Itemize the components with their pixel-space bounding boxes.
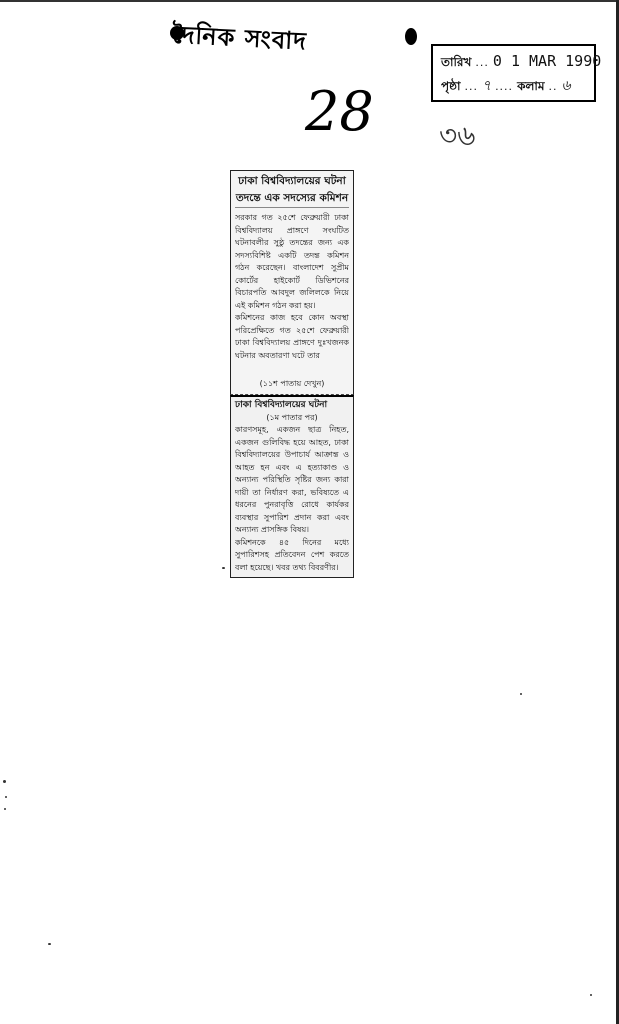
news-clipping (230, 170, 354, 578)
page-top-edge (0, 0, 619, 2)
stamp-page-value: ৭ (481, 78, 492, 94)
newspaper-masthead: দৈনিক সংবাদ (171, 19, 308, 56)
stamp-date-dots: ... (475, 56, 489, 69)
scan-speck (5, 796, 7, 798)
stamp-page-row: পৃষ্ঠা ... ৭ .... কলাম .. ৬ (441, 74, 586, 96)
scan-speck (48, 943, 51, 945)
stamp-date-label: তারিখ (441, 55, 472, 69)
clipping-continuation-from: (১ম পাতার পর) (266, 412, 318, 422)
handwritten-number: 28 (305, 80, 374, 143)
date-stamp (431, 44, 602, 102)
stamp-column-label: কলাম (517, 79, 545, 93)
clipping-headline: ঢাকা বিশ্ববিদ্যালয়ের ঘটনা তদন্তে এক সদস্যের কমিশন (235, 173, 349, 208)
stamp-column-value: ৬ (561, 78, 571, 94)
clipping-paragraph-4: কমিশনকে ৪৫ দিনের মধ্যে সুপারিশসহ প্রতিবেদন পেশ করতে বলা হয়েছে। খবর তথ্য বিবরণীর। (235, 537, 349, 572)
clipping-continuation-heading: ঢাকা বিশ্ববিদ্যালয়ের ঘটনা (235, 399, 328, 410)
clipping-body-1 (235, 212, 349, 378)
scan-speck (222, 567, 225, 569)
clipping-body-2 (235, 424, 349, 574)
stamp-page-label: পৃষ্ঠা (441, 79, 461, 93)
scan-speck (4, 808, 6, 810)
clipping-paragraph-3: কারণসমূহ, একজন ছাত্র নিহত, একজন গুলিবিদ্ধ হয়ে আহত, ঢাকা বিশ্ববিদ্যালয়ের উপাচার্য আক্রান্ত ও আহত হন এবং এ হত্যাকাণ্ড ও অন্যান্য পরিস্থিতি সৃষ্টির জন্য কারা দায়ী তা নির্ধারণ করা, ভবিষ্যতে এ ধরনের পুনরাবৃত্তি রোধে কার্যকর ব্যবস্থার সুপারিশ প্রদান করা এবং অন্যান্য প্রাসঙ্গিক বিষয়। (235, 425, 349, 534)
scan-speck (3, 780, 6, 783)
scan-speck (590, 994, 592, 996)
stamp-date-value: 0 1 MAR 1990 (492, 52, 602, 70)
punch-hole (405, 28, 417, 45)
clipping-continued-note: (১১শ পাতায় দেখুন) (259, 379, 325, 388)
clipping-paragraph-2: কমিশনের কাজ হবে কোন অবস্থা পরিপ্রেক্ষিতে গত ২৫শে ফেব্রুয়ারী ঢাকা বিশ্ববিদ্যালয় প্রাঙ্গণে দুঃখজনক ঘটনার অবতারণা ঘটে তার (235, 313, 349, 360)
clipping-continuation (230, 395, 354, 579)
clipping-front-page (230, 170, 354, 395)
scan-speck (520, 693, 522, 695)
handwritten-bengali-number: ৩৬ (439, 119, 476, 152)
stamp-date-row (441, 52, 602, 74)
clipping-paragraph-1: সরকার গত ২৫শে ফেব্রুয়ারী ঢাকা বিশ্ববিদ্যালয় প্রাঙ্গণে সংঘটিত ঘটনাবলীর সুষ্ঠু তদন্তের জন্য এক সদস্যবিশিষ্ট একটি তদন্ত কমিশন গঠন করেছেন। বাংলাদেশ সুপ্রীম কোর্টের হাইকোর্ট ডিভিশনের বিচারপতি আবদুল জলিলকে নিয়ে এই কমিশন গঠন করা হয়। (235, 213, 349, 310)
